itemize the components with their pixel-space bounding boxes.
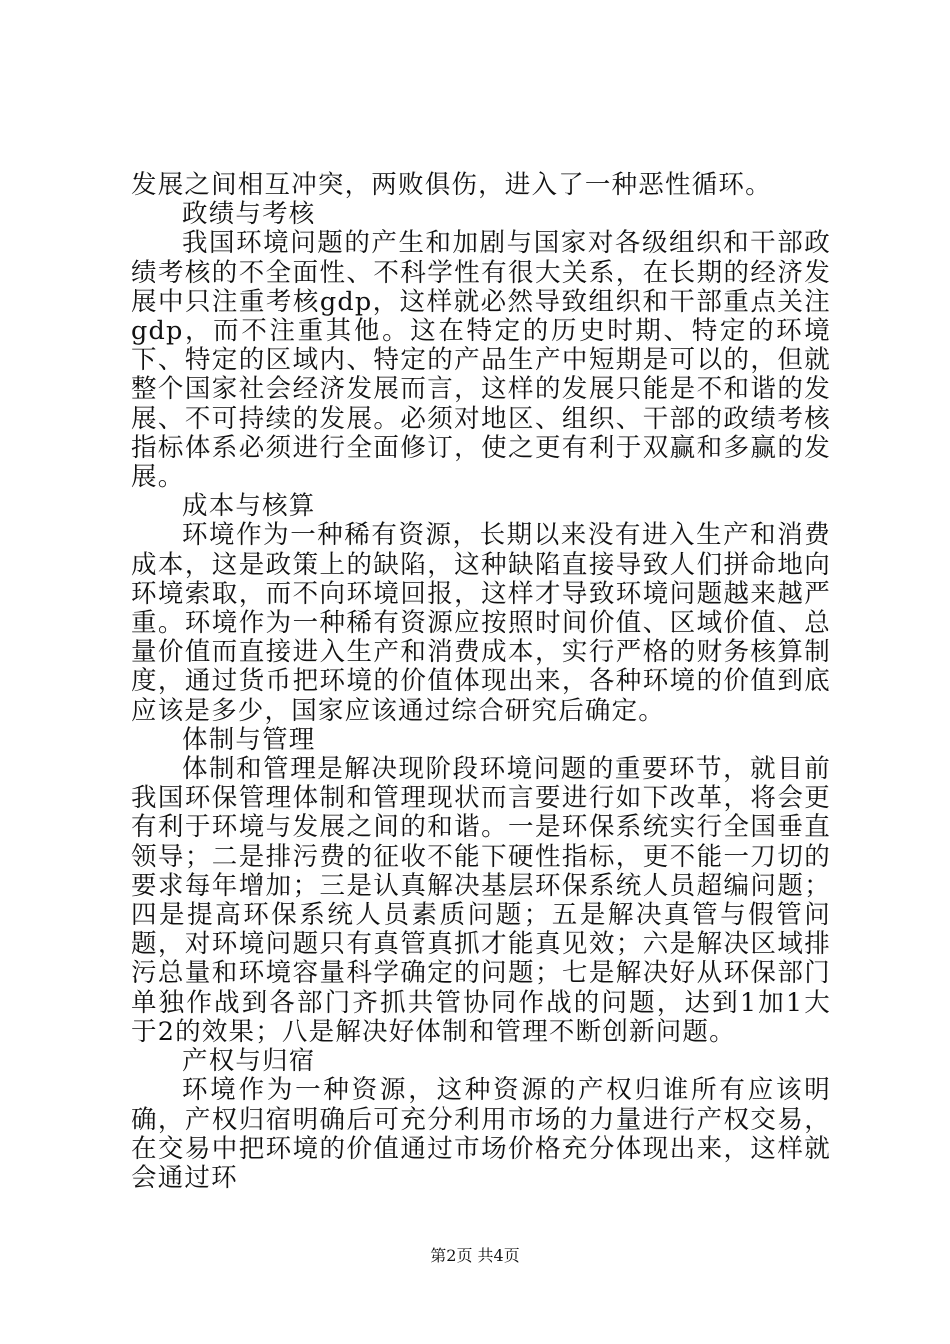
paragraph-continuation: 发展之间相互冲突，两败俱伤，进入了一种恶性循环。	[131, 170, 772, 200]
section-heading-performance: 政绩与考核	[182, 199, 316, 230]
page-body	[131, 171, 831, 1193]
page-footer: 第2页 共4页	[430, 1246, 520, 1265]
section-heading-cost: 成本与核算	[182, 491, 316, 522]
paragraph-performance: 我国环境问题的产生和加剧与国家对各级组织和干部政绩考核的不全面性、不科学性有很大关系，在长期的经济发展中只注重考核gdp，这样就必然导致组织和干部重点关注gdp，而不注重其他。这在特定的历史时期、特定的环境下、特定的区域内、特定的产品生产中短期是可以的，但就整个国家社会经济发展而言，这样的发展只能是不和谐的发展、不可持续的发展。必须对地区、组织、干部的政绩考核指标体系必须进行全面修订，使之更有利于双赢和多赢的发展。	[131, 228, 831, 493]
paragraph-system: 体制和管理是解决现阶段环境问题的重要环节，就目前我国环保管理体制和管理现状而言要进行如下改革，将会更有利于环境与发展之间的和谐。一是环保系统实行全国垂直领导；二是排污费的征收不能下硬性指标，更不能一刀切的要求每年增加；三是认真解决基层环保系统人员超编问题；四是提高环保系统人员素质问题；五是解决真管与假管问题，对环境问题只有真管真抓才能真见效；六是解决区域排污总量和环境容量科学确定的问题；七是解决好从环保部门单独作战到各部门齐抓共管协同作战的问题，达到1加1大于2的效果；八是解决好体制和管理不断创新问题。	[131, 754, 831, 1047]
paragraph-property: 环境作为一种资源，这种资源的产权归谁所有应该明确，产权归宿明确后可充分利用市场的力量进行产权交易，在交易中把环境的价值通过市场价格充分体现出来，这样就会通过环	[131, 1075, 831, 1193]
section-heading-property: 产权与归宿	[182, 1046, 316, 1077]
section-heading-system: 体制与管理	[182, 724, 316, 755]
paragraph-cost: 环境作为一种稀有资源，长期以来没有进入生产和消费成本，这是政策上的缺陷，这种缺陷直接导致人们拼命地向环境索取，而不向环境回报，这样才导致环境问题越来越严重。环境作为一种稀有资源应按照时间价值、区域价值、总量价值而直接进入生产和消费成本，实行严格的财务核算制度，通过货币把环境的价值体现出来，各种环境的价值到底应该是多少，国家应该通过综合研究后确定。	[131, 520, 831, 726]
